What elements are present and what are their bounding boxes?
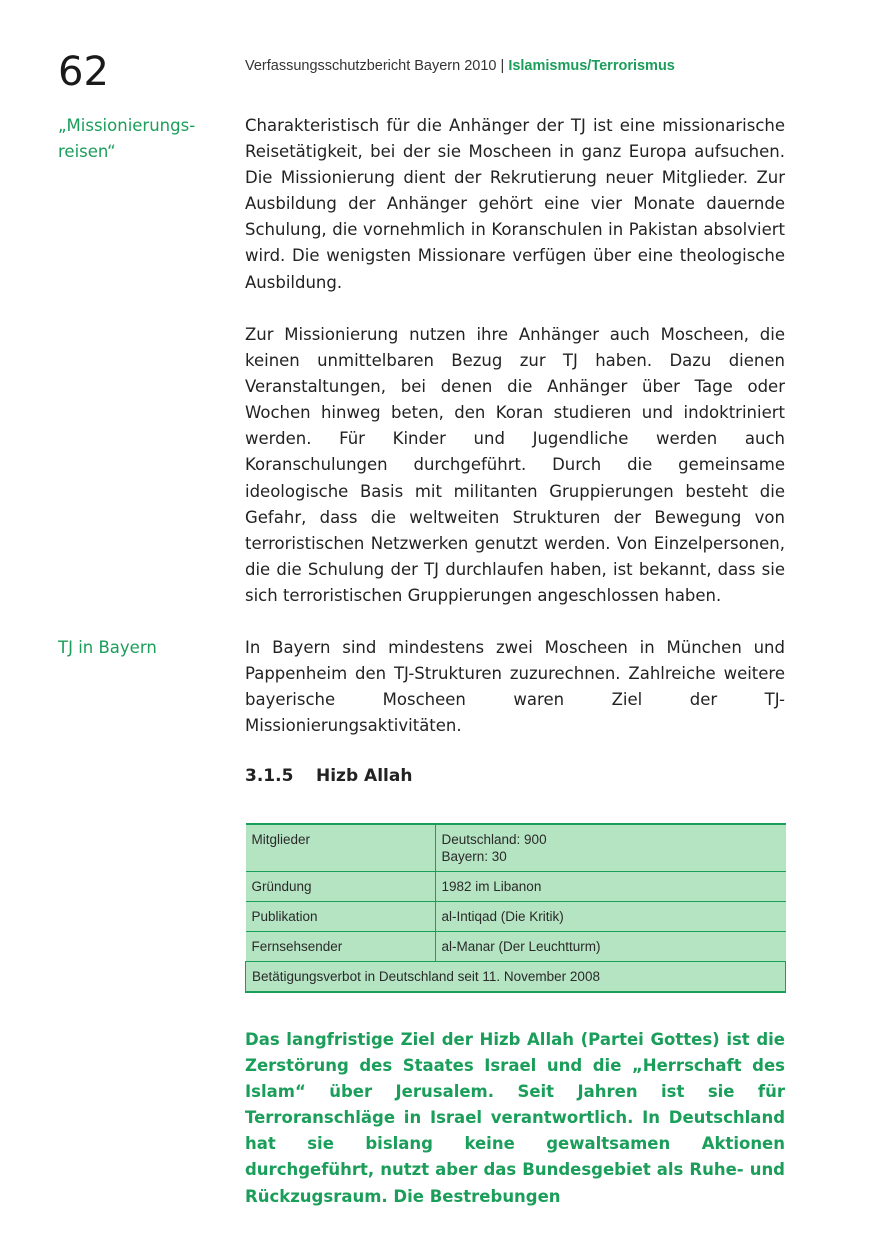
page-number: 62 [58,49,109,95]
members-bavaria: Bayern: 30 [441,849,507,864]
paragraph-missionierung-2: Zur Missionierung nutzen ihre Anhänger auch Moscheen, die keinen unmittelbaren Bezug zur TJ haben. Dazu dienen Veranstaltungen, bei denen die Anhänger über Tage oder Wochen hinweg beten, den Koran studieren und indoktriniert werden. Für Kinder und Jugendliche werden auch Koranschulungen durchgeführt. Durch die gemeinsame ideologische Basis mit militanten Gruppierungen besteht die Gefahr, dass die weltweiten Strukturen der Bewegung von terroristischen Netzwerken genutzt werden. Von Einzelpersonen, die die Schulung der TJ durchlaufen haben, ist bekannt, dass sie sich terroristischen Gruppierungen angeschlossen haben. [245,325,785,605]
tv-label: Fernsehsender [246,932,436,962]
table-row [246,872,786,902]
founding-value: 1982 im Libanon [435,872,786,902]
table-row [246,932,786,962]
tv-value: al-Manar (Der Leuchtturm) [435,932,786,962]
publication-label: Publikation [246,902,436,932]
founding-label: Gründung [246,872,436,902]
header-section: Islamismus/Terrorismus [508,58,675,74]
members-value [435,824,786,872]
section-number: 3.1.5 [245,766,294,786]
summary-paragraph: Das langfristige Ziel der Hizb Allah (Partei Gottes) ist die Zerstörung des Staates Israel und die „Herrschaft des Islam“ über Jerusalem. Seit Jahren ist sie für Terroranschläge in Israel verantwortlich. In Deutschland hat sie bislang keine gewaltsamen Aktionen durchgeführt, nutzt aber das Bundesgebiet als Ruhe- und Rückzugsraum. Die Bestrebungen [245,1030,785,1206]
table-row [246,962,786,993]
members-germany: Deutschland: 900 [441,832,547,847]
ban-note: Betätigungsverbot in Deutschland seit 11. November 2008 [246,962,786,993]
header-title: Verfassungsschutzbericht Bayern 2010 | [245,58,505,74]
section-heading [245,766,412,786]
margin-label-tj-bayern: TJ in Bayern [58,638,157,657]
margin-label-missionierung: „Missionierungs-reisen“ [58,116,196,161]
section-title: Hizb Allah [316,766,413,786]
running-header [245,58,675,74]
publication-value: al-Intiqad (Die Kritik) [435,902,786,932]
fact-table [245,823,786,993]
paragraph-tj-bayern: In Bayern sind mindestens zwei Moscheen in München und Pappenheim den TJ-Strukturen zuzurechnen. Zahlreiche weitere bayerische Moscheen waren Ziel der TJ-Missionierungsaktivitäten. [245,638,785,736]
paragraph-missionierung-1: Charakteristisch für die Anhänger der TJ ist eine missionarische Reisetätigkeit, bei der sie Moscheen in ganz Europa aufsuchen. Die Missionierung dient der Rekrutierung neuer Mitglieder. Zur Ausbildung der Anhänger gehört eine vier Monate dauernde Schulung, die vornehmlich in Koranschulen in Pakistan absolviert wird. Die wenigsten Missionare verfügen über eine theologische Ausbildung. [245,116,785,292]
members-label: Mitglieder [246,824,436,872]
table-row [246,902,786,932]
table-row [246,824,786,872]
